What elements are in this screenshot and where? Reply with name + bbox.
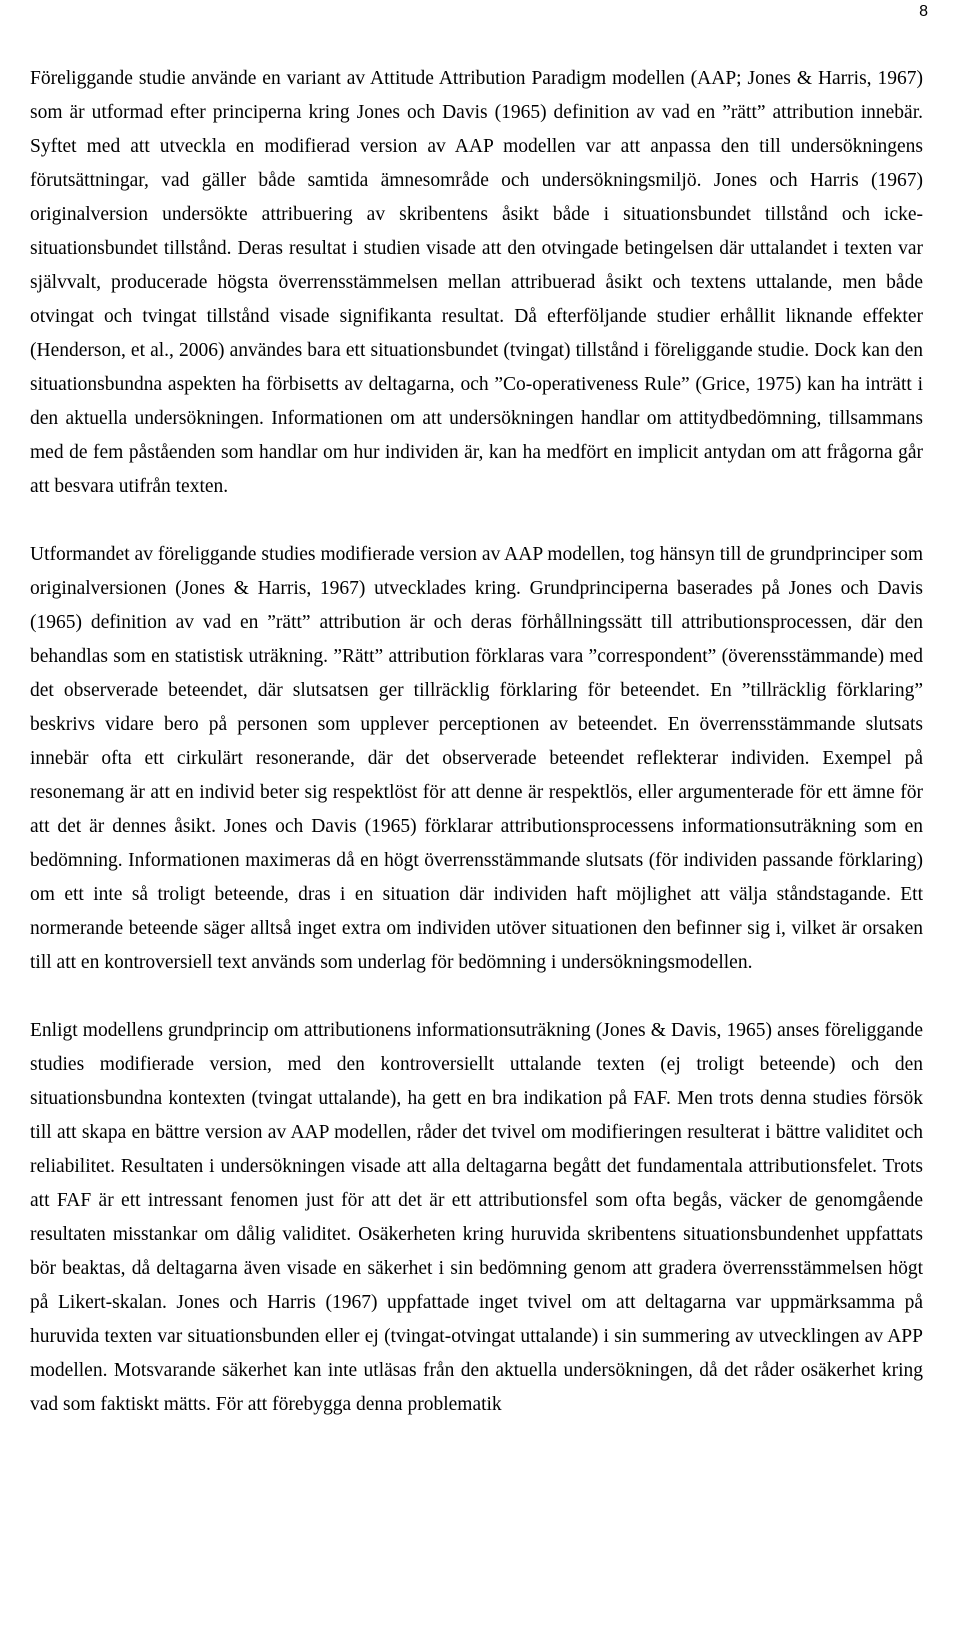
page-number: 8 [919, 3, 928, 20]
paragraph-3: Enligt modellens grundprincip om attributionens informationsuträkning (Jones & Davis, 1965) anses föreliggande studies modifierade version, med den kontroversiellt uttalande texten (ej troligt beteende) och den situationsbundna kontexten (tvingat uttalande), ha gett en bra indikation på FAF. Men trots denna studies försök till att skapa en bättre version av AAP modellen, råder det tvivel om modifieringen resulterat i bättre validitet och reliabilitet. Resultaten i undersökningen visade att alla deltagarna begått det fundamentala attributionsfelet. Trots att FAF är ett intressant fenomen just för att det är ett attributionsfel som ofta begås, väcker de genomgående resultaten misstankar om dålig validitet. Osäkerheten kring huruvida skribentens situationsbundenhet uppfattats bör beaktas, då deltagarna även visade en säkerhet i sin bedömning genom att gradera överrensstämmelsen högt på Likert-skalan. Jones och Harris (1967) uppfattade inget tvivel om att deltagarna var uppmärksamma på huruvida texten var situationsbunden eller ej (tvingat-otvingat uttalande) i sin summering av utvecklingen av APP modellen. Motsvarande säkerhet kan inte utläsas från den aktuella undersökningen, då det råder osäkerhet kring vad som faktiskt mätts. För att förebygga denna problematik [30, 1020, 923, 1415]
paragraph-1: Föreliggande studie använde en variant av Attitude Attribution Paradigm modellen (AAP; Jones & Harris, 1967) som är utformad efter principerna kring Jones och Davis (1965) definition av vad en ”rätt” attribution innebär. Syftet med att utveckla en modifierad version av AAP modellen var att anpassa den till undersökningens förutsättningar, vad gäller både samtida ämnesområde och undersökningsmiljö. Jones och Harris (1967) originalversion undersökte attribuering av skribentens åsikt både i situationsbundet tillstånd och icke-situationsbundet tillstånd. Deras resultat i studien visade att den otvingade betingelsen där uttalandet i texten var självvalt, producerade högsta överrensstämmelsen mellan attribuerad åsikt och textens uttalande, men både otvingat och tvingat tillstånd visade signifikanta resultat. Då efterföljande studier erhållit liknande effekter (Henderson, et al., 2006) användes bara ett situationsbundet (tvingat) tillstånd i föreliggande studie. Dock kan den situationsbundna aspekten ha förbisetts av deltagarna, och ”Co-operativeness Rule” (Grice, 1975) kan ha inträtt i den aktuella undersökningen. Informationen om att undersökningen handlar om attitydbedömning, tillsammans med de fem påståenden som handlar om hur individen är, kan ha medfört en implicit antydan om att frågorna går att besvara utifrån texten. [30, 68, 923, 497]
body-text [30, 62, 923, 1456]
paragraph-2: Utformandet av föreliggande studies modifierade version av AAP modellen, tog hänsyn till de grundprinciper som originalversionen (Jones & Harris, 1967) utvecklades kring. Grundprinciperna baserades på Jones och Davis (1965) definition av vad en ”rätt” attribution är och deras förhållningssätt till attributionsprocessen, där den behandlas som en statistisk uträkning. ”Rätt” attribution förklaras vara ”correspondent” (överensstämmande) med det observerade beteendet, där slutsatsen ger tillräcklig förklaring för beteendet. En ”tillräcklig förklaring” beskrivs vidare bero på personen som upplever perceptionen av beteendet. En överrensstämmande slutsats innebär ofta ett cirkulärt resonerande, där det observerade beteendet reflekterar individen. Exempel på resonemang är att en individ beter sig respektlöst för att denne är respektlös, eller argumenterade för ett ämne för att det är dennes åsikt. Jones och Davis (1965) förklarar attributionsprocessens informationsuträkning som en bedömning. Informationen maximeras då en högt överrensstämmande slutsats (för individen passande förklaring) om ett inte så troligt beteende, dras i en situation där individen haft möjlighet att välja ståndstagande. Ett normerande beteende säger alltså inget extra om individen utöver situationen den befinner sig i, vilket är orsaken till att en kontroversiell text används som underlag för bedömning i undersökningsmodellen. [30, 544, 923, 973]
